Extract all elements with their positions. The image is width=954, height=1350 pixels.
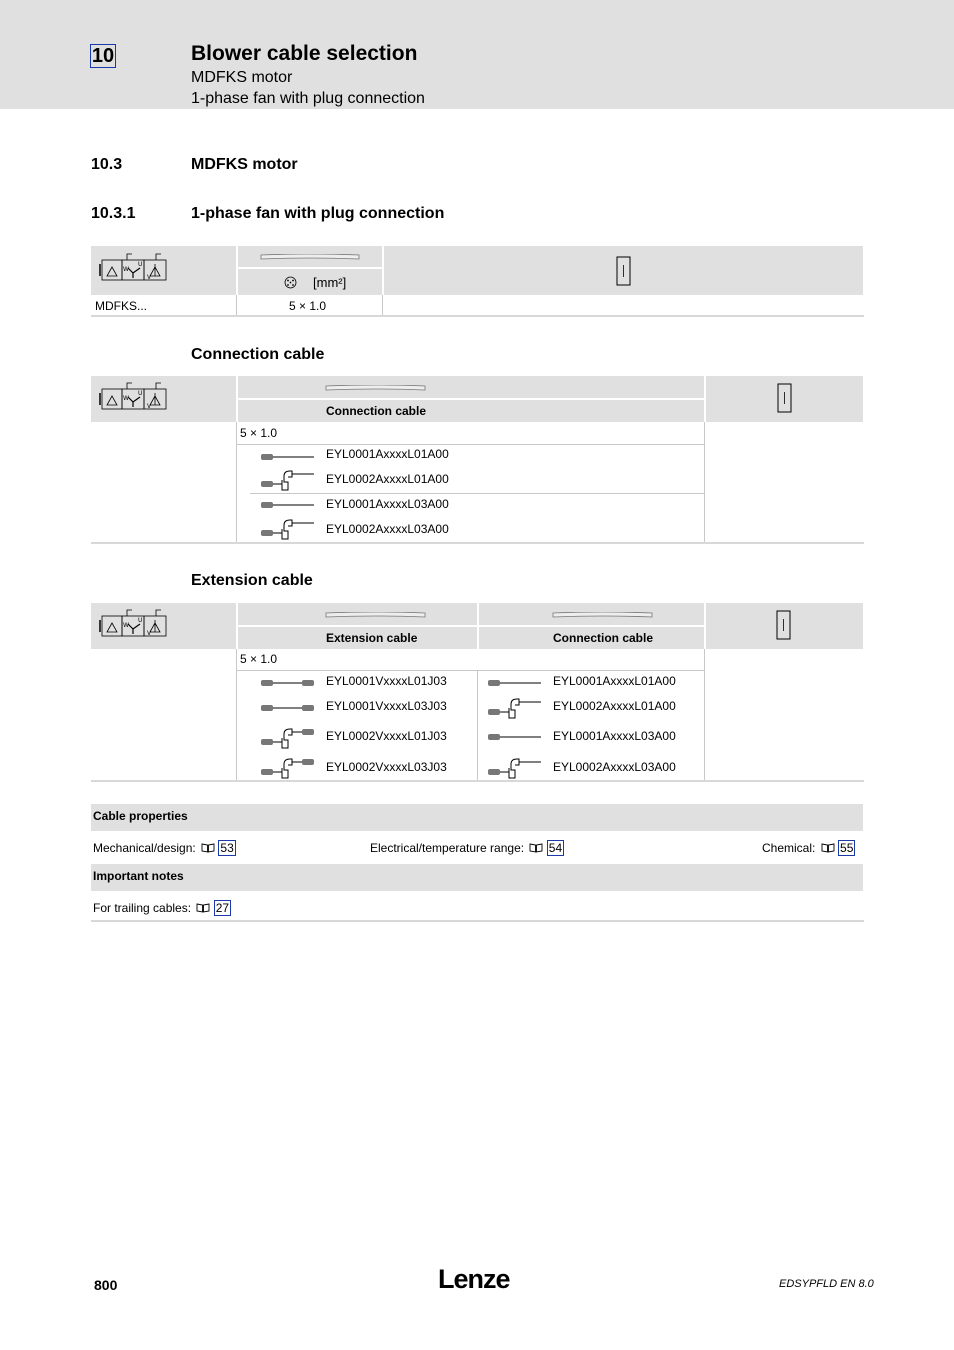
unit-label: [mm²]	[313, 275, 347, 290]
straight-plug-cable-icon	[487, 731, 543, 743]
angled-extension-cable-icon	[260, 726, 316, 750]
section-number-10-3-1: 10.3.1	[91, 205, 136, 222]
connection-cable-code: EYL0001AxxxxL01A00	[326, 447, 449, 461]
row-rule	[250, 493, 704, 494]
straight-extension-cable-icon	[260, 702, 316, 714]
connection-column-label: Connection cable	[553, 631, 654, 645]
table1-bottom-rule	[91, 315, 864, 317]
electrical-label: Electrical/temperature range:	[370, 841, 525, 855]
page-header	[0, 0, 954, 109]
straight-plug-cable-icon	[487, 677, 543, 689]
extension-column-label: Extension cable	[326, 631, 418, 645]
cross-section-cell: 5 × 1.0	[240, 652, 278, 666]
page-number: 800	[94, 1277, 118, 1293]
connection-cable-code: EYL0002AxxxxL03A00	[326, 522, 449, 536]
table1-divider	[236, 295, 237, 316]
lenze-logo: Lenze	[438, 1264, 510, 1294]
motor-fan-icon	[99, 252, 169, 286]
svg-text:W: W	[123, 266, 129, 273]
trailing-page-link[interactable]: 27	[215, 901, 230, 915]
table1-divider	[382, 295, 383, 316]
angled-plug-cable-icon	[260, 468, 316, 492]
cable-properties-heading: Cable properties	[93, 809, 188, 823]
motor-type-cell: MDFKS...	[95, 299, 148, 313]
svg-text:W: W	[123, 395, 129, 402]
extension-cable-code: EYL0001VxxxxL03J03	[326, 699, 447, 713]
table-divider	[236, 649, 237, 781]
section-number-10-3: 10.3	[91, 156, 123, 173]
column-header-cell	[238, 400, 704, 422]
extension-cable-heading: Extension cable	[191, 572, 313, 589]
connection-column-label: Connection cable	[326, 404, 427, 418]
trailing-label: For trailing cables:	[93, 901, 192, 915]
row-rule	[237, 670, 704, 671]
mechanical-page-link[interactable]: 53	[220, 841, 234, 855]
row-rule	[237, 444, 704, 445]
table-bottom-rule	[91, 542, 864, 544]
trailing-cables-reference	[93, 901, 231, 915]
table-divider	[477, 671, 478, 781]
section-title-mdfks: MDFKS motor	[191, 156, 298, 173]
cable-icon	[260, 254, 360, 260]
connection-cable-code: EYL0002AxxxxL01A00	[326, 472, 449, 486]
table-divider	[704, 649, 705, 781]
svg-text:U: U	[138, 390, 143, 397]
unit-header-cell	[238, 269, 382, 295]
chapter-title: Blower cable selection	[191, 42, 418, 65]
svg-text:W: W	[123, 622, 129, 629]
extension-cable-code: EYL0002VxxxxL01J03	[326, 729, 447, 743]
table-divider	[704, 422, 705, 543]
important-notes-heading: Important notes	[93, 869, 184, 883]
angled-plug-cable-icon	[260, 517, 316, 541]
connection-cable-code: EYL0001AxxxxL03A00	[553, 729, 676, 743]
cable-icon	[325, 612, 427, 618]
cable-icon	[552, 612, 654, 618]
straight-plug-cable-icon	[260, 499, 316, 511]
svg-text:V: V	[147, 403, 152, 410]
angled-extension-cable-icon	[260, 756, 316, 780]
cable-header-cell	[238, 376, 704, 398]
plug-icon	[777, 383, 793, 413]
svg-text:V: V	[147, 274, 152, 281]
table-bottom-rule	[91, 780, 864, 782]
mechanical-reference	[93, 841, 236, 855]
book-icon	[201, 843, 215, 853]
connection-cable-heading: Connection cable	[191, 346, 325, 363]
chapter-subtitle-motor: MDFKS motor	[191, 69, 293, 86]
connector-pins-icon	[284, 276, 297, 289]
chemical-label: Chemical:	[762, 841, 816, 855]
chapter-subtitle-fan: 1-phase fan with plug connection	[191, 90, 425, 107]
plug-icon	[776, 610, 792, 640]
extension-cable-code: EYL0001VxxxxL01J03	[326, 674, 447, 688]
motor-fan-icon	[99, 608, 169, 642]
cross-section-cell: 5 × 1.0	[289, 299, 327, 313]
connection-cable-code: EYL0002AxxxxL03A00	[553, 760, 676, 774]
plug-icon	[616, 256, 632, 286]
mechanical-label: Mechanical/design:	[93, 841, 196, 855]
book-icon	[821, 843, 835, 853]
electrical-page-link[interactable]: 54	[548, 841, 563, 855]
connection-cable-code: EYL0001AxxxxL01A00	[553, 674, 676, 688]
book-icon	[529, 843, 543, 853]
straight-extension-cable-icon	[260, 677, 316, 689]
connection-cable-code: EYL0002AxxxxL01A00	[553, 699, 676, 713]
document-id: EDSYPFLD EN 8.0	[779, 1278, 874, 1290]
section-title-1-phase-fan: 1-phase fan with plug connection	[191, 205, 445, 222]
motor-fan-icon	[99, 381, 169, 415]
chapter-number-link[interactable]: 10	[91, 45, 115, 67]
angled-plug-cable-icon	[487, 696, 543, 720]
svg-text:U: U	[138, 261, 143, 268]
chemical-page-link[interactable]: 55	[840, 841, 854, 855]
electrical-reference	[370, 841, 564, 855]
table-divider	[236, 422, 237, 543]
notes-heading-bar	[91, 864, 863, 891]
chemical-reference	[762, 841, 855, 855]
book-icon	[196, 903, 210, 913]
straight-plug-cable-icon	[260, 451, 316, 463]
cross-section-cell: 5 × 1.0	[240, 426, 278, 440]
properties-heading-bar	[91, 804, 863, 831]
connection-cable-code: EYL0001AxxxxL03A00	[326, 497, 449, 511]
extension-cable-code: EYL0002VxxxxL03J03	[326, 760, 447, 774]
svg-text:V: V	[147, 630, 152, 637]
angled-plug-cable-icon	[487, 756, 543, 780]
properties-bottom-rule	[91, 920, 864, 922]
cable-icon	[325, 385, 427, 391]
svg-text:U: U	[138, 617, 143, 624]
